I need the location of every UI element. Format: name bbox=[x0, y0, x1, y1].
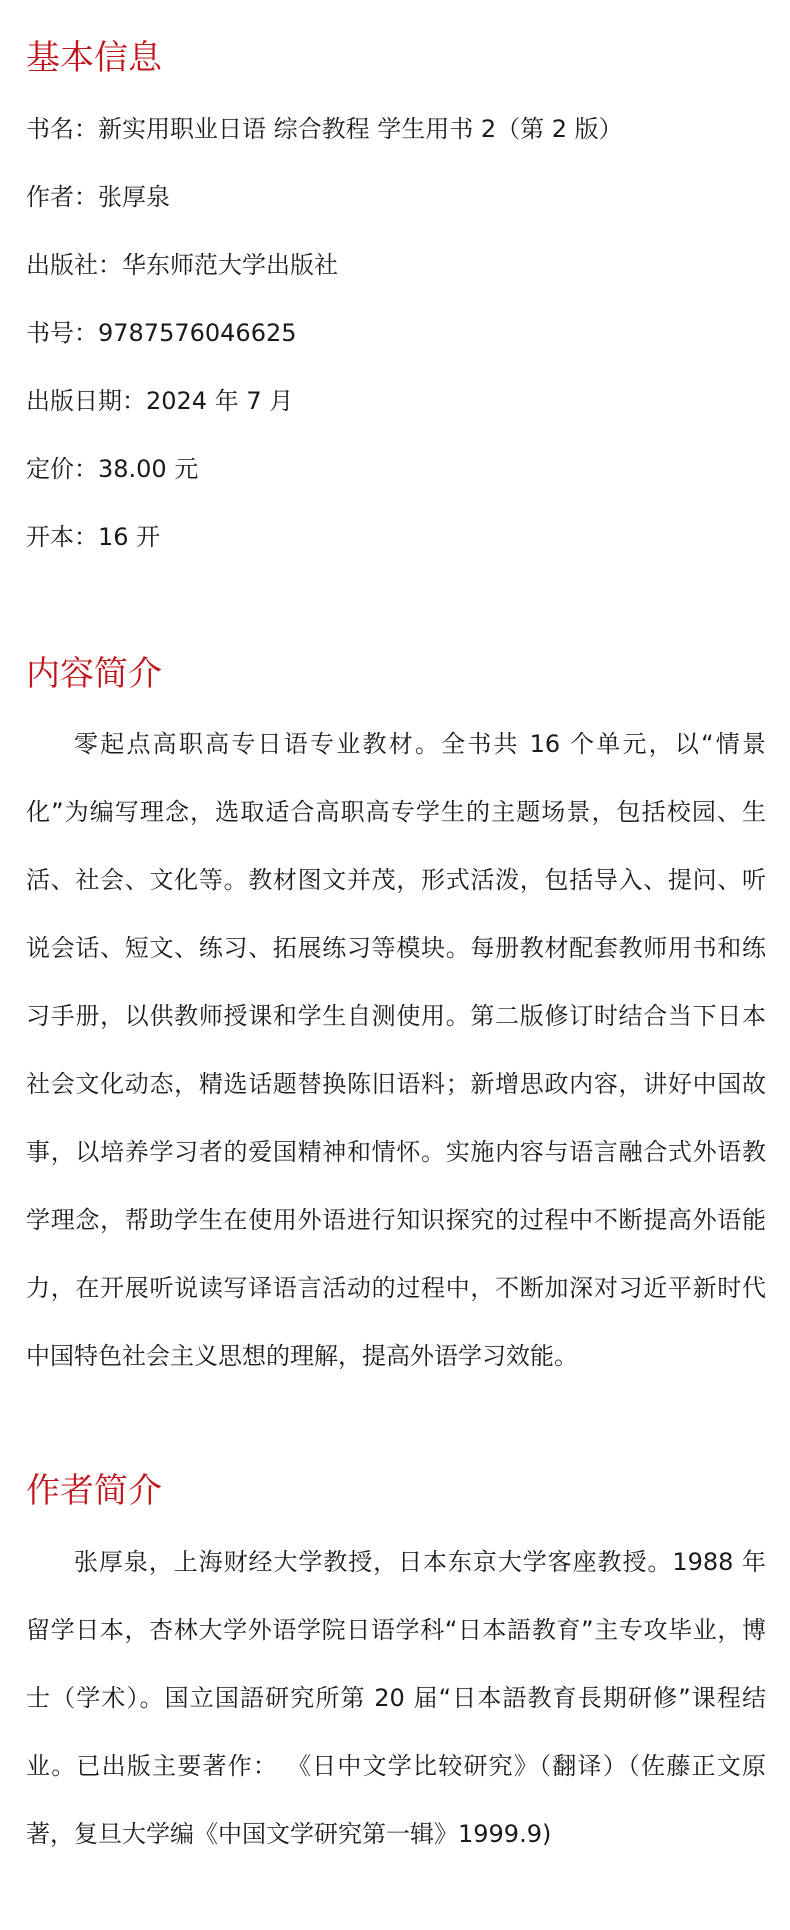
content-intro-heading: 内容简介 bbox=[26, 654, 162, 694]
price-line: 定价：38.00 元 bbox=[26, 455, 199, 483]
publisher-line: 出版社：华东师范大学出版社 bbox=[26, 251, 338, 279]
book-title-line: 书名：新实用职业日语 综合教程 学生用书 2（第 2 版） bbox=[26, 115, 623, 143]
format-line: 开本：16 开 bbox=[26, 523, 161, 551]
isbn-line: 书号：9787576046625 bbox=[26, 319, 297, 347]
publish-date-line: 出版日期：2024 年 7 月 bbox=[26, 387, 294, 415]
author-intro-paragraph: 张厚泉，上海财经大学教授，日本东京大学客座教授。1988 年留学日本，杏林大学外语学院日语学科“日本語教育”主专攻毕业，博士（学术）。国立国語研究所第 20 届“日本語教育長期研修”课程结业。已出版主要著作： 《日中文学比较研究》（翻译）（佐藤正文原著，复旦大学编《中国文学研究第一辑》1999.9) bbox=[26, 1548, 766, 1848]
content-intro-paragraph: 零起点高职高专日语专业教材。全书共 16 个单元，以“情景化”为编写理念，选取适合高职高专学生的主题场景，包括校园、生活、社会、文化等。教材图文并茂，形式活泼，包括导入、提问、听说会话、短文、练习、拓展练习等模块。每册教材配套教师用书和练习手册，以供教师授课和学生自测使用。第二版修订时结合当下日本社会文化动态，精选话题替换陈旧语料；新增思政内容，讲好中国故事，以培养学习者的爱国精神和情怀。实施内容与语言融合式外语教学理念，帮助学生在使用外语进行知识探究的过程中不断提高外语能力，在开展听说读写译语言活动的过程中，不断加深对习近平新时代中国特色社会主义思想的理解，提高外语学习效能。 bbox=[26, 730, 766, 1370]
basic-info-heading: 基本信息 bbox=[26, 38, 162, 78]
basic-info-list bbox=[26, 114, 623, 590]
author-line: 作者：张厚泉 bbox=[26, 183, 170, 211]
author-intro-heading: 作者简介 bbox=[26, 1471, 162, 1511]
